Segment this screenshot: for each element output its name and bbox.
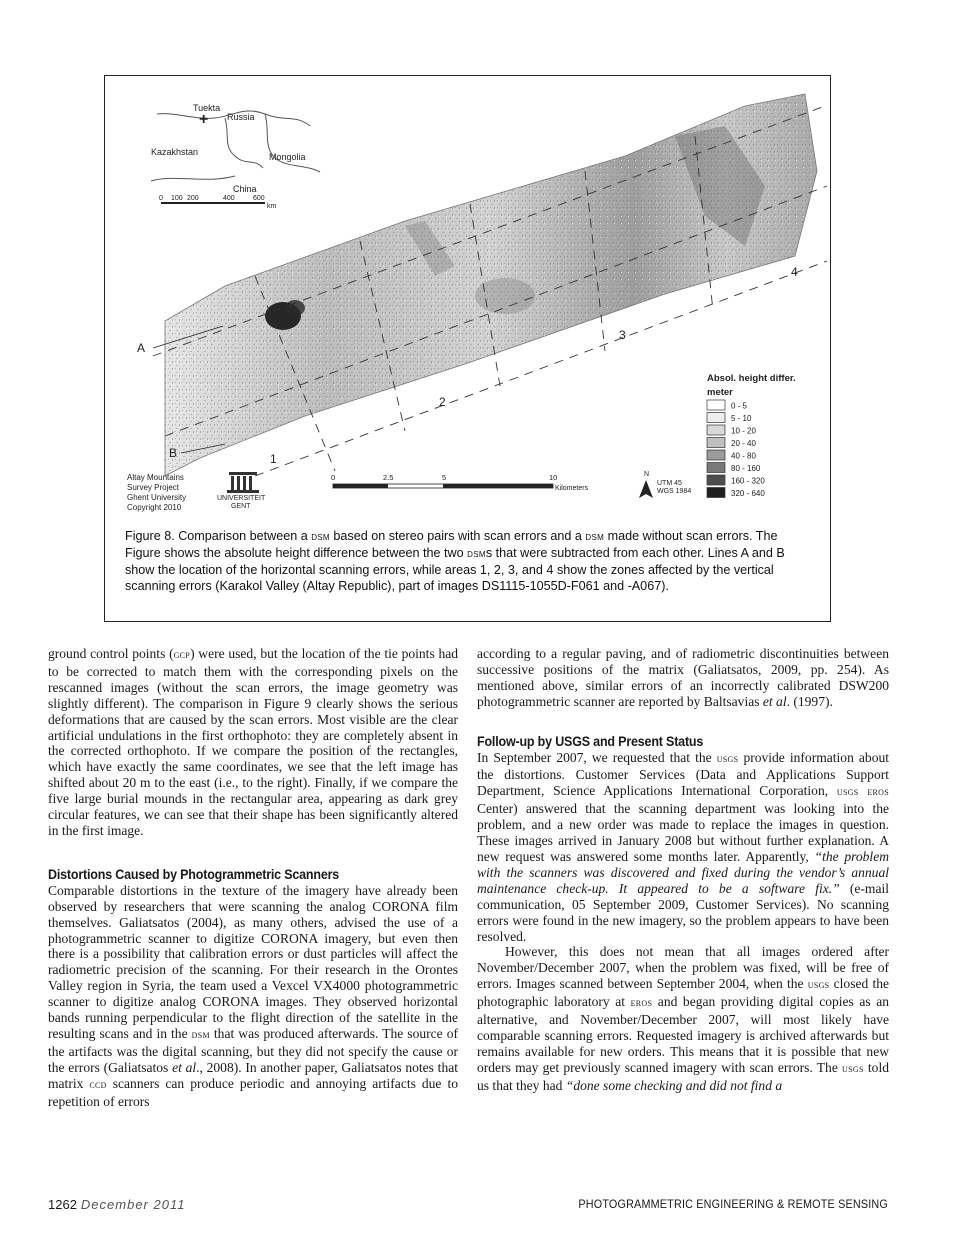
valley-shade	[475, 278, 535, 314]
tuekta-label: Tuekta	[193, 103, 221, 113]
issue-date: December 2011	[80, 1197, 186, 1212]
russia-label: Russia	[227, 112, 255, 122]
scalebar	[331, 473, 589, 492]
dsm-difference-map	[105, 76, 830, 521]
legend-swatch	[707, 400, 725, 410]
border-line	[225, 118, 263, 168]
scale-unit: Kilometers	[555, 485, 589, 492]
right-column	[477, 646, 889, 1094]
university-city: GENT	[231, 503, 251, 510]
legend-label: 320 - 640	[731, 489, 765, 498]
legend	[707, 373, 796, 498]
credit-line: Survey Project	[127, 483, 180, 492]
legend-label: 10 - 20	[731, 426, 756, 436]
figure-caption: Figure 8. Comparison between a dsm based on stereo pairs with scan errors and a dsm made without scan errors. The Figure shows the absolute height difference between the two dsms that were subtracted from each other. Lines A and B show the location of the horizontal scanning errors, while areas 1, 2, 3, and 4 show the zones affected by the vertical scanning errors (Karakol Valley (Altay Republic), part of images DS1115-1055D-F061 and -A067).	[125, 529, 785, 593]
legend-swatch	[707, 425, 725, 435]
left-column	[48, 646, 458, 1109]
journal-name: PHOTOGRAMMETRIC ENGINEERING & REMOTE SENSING	[578, 1197, 888, 1211]
border-line	[151, 176, 235, 181]
inset-scale-unit: km	[267, 203, 277, 210]
label-zone-4: 4	[791, 265, 798, 279]
inset-scale-tick: 400	[223, 195, 235, 202]
label-zone-2: 2	[439, 395, 446, 409]
dark-error-patch	[285, 300, 305, 316]
paragraph: In September 2007, we requested that the usgs provide information about the distortions. Customer Services (Data and Applications Support Department, Science Applications International Corporation, usgs eros Center) answered that the scanning department was looking into the problem, and a new order was made to replace the images in question. These images arrived in January 2008 but without further explanation. A new request was answered some months later. Apparently, “the problem with the scanners was discovered and fixed during the vendor’s annual maintenance check-up. It appeared to be a software fix.” (e-mail communication, 05 September 2009, Customer Services). No scanning errors were found in the new imagery, so the problem appears to have been resolved.	[477, 749, 890, 944]
projection-line: WGS 1984	[657, 488, 692, 495]
label-zone-3: 3	[619, 328, 626, 342]
inset-scale-tick: 100	[171, 195, 183, 202]
legend-label: 80 - 160	[731, 464, 761, 473]
legend-swatch	[707, 488, 725, 498]
credit-line: Altay Mountains	[127, 473, 184, 482]
paragraph: according to a regular paving, and of radiometric discontinuities between successive positions of the matrix (Galiatsatos, 2009, pp. 254). As mentioned above, similar errors of an incorrectly calibrated DSW200 photogrammetric scanner are reported by Baltsavias et al. (1997).	[477, 646, 889, 709]
section-heading: Distortions Caused by Photogrammetric Scanners	[48, 866, 340, 882]
figure-8	[104, 75, 831, 622]
kazakhstan-label: Kazakhstan	[151, 147, 199, 157]
china-label: China	[233, 184, 257, 194]
label-zone-1: 1	[270, 452, 277, 466]
legend-label: 5 - 10	[731, 414, 752, 423]
inset-locator-map	[151, 103, 320, 210]
page-footer-left	[48, 1197, 185, 1212]
projection-line: UTM 45	[657, 480, 682, 487]
legend-label: 160 - 320	[731, 476, 765, 486]
paragraph: However, this does not mean that all images ordered after November/December 2007, when the problem was fixed, will be free of errors. Images scanned between September 2004, when the usgs closed the photographic laboratory at eros and began providing digital copies as an alternative, and November/December 2007, will most likely have comparable scanning errors. Requested imagery is archived afterwards but remains available for new orders. This means that it is possible that new orders may get previously scanned imagery with scan errors. The usgs told us that they had “done some checking and did not find a	[477, 944, 889, 1093]
border-line	[265, 114, 320, 172]
legend-unit: meter	[707, 387, 733, 398]
legend-label: 20 - 40	[731, 439, 756, 448]
scale-tick: 0	[331, 473, 336, 482]
label-a: A	[137, 341, 146, 355]
scale-tick: 5	[442, 473, 447, 482]
scale-tick: 10	[549, 473, 558, 482]
section-heading: Follow-up by USGS and Present Status	[477, 733, 704, 749]
legend-label: 40 - 80	[731, 451, 756, 461]
page-number: 1262	[48, 1197, 77, 1212]
legend-swatch	[707, 475, 725, 485]
credit-line: Ghent University	[127, 493, 187, 502]
credit-line: Copyright 2010	[127, 503, 182, 512]
north-label: N	[644, 471, 650, 478]
legend-swatch	[707, 438, 725, 448]
credits	[127, 472, 266, 512]
university-logo	[227, 472, 259, 493]
paragraph: Comparable distortions in the texture of the imagery have already been observed by researchers that were scanning the analog CORONA film themselves. Galiatsatos (2004), as many others, advised the use of a photogrammetric scanner to digitize CORONA imagery, but even then there is a possibility that calibration errors or dust particles will affect the radiometric precision of the scanning. For their research in the Orontes Valley region in Syria, the team used a Vexcel VX4000 photogrammetric scanner to digitize analog CORONA images. They observed horizontal bands running perpendicular to the flight direction of the satellite in the resulting scans and in the dsm that was produced afterwards. The source of the artifacts was the digital scanning, but they did not specify the cause or the errors (Galiatsatos et al., 2008). In another paper, Galiatsatos notes that matrix ccd scanners can produce periodic and annoying artifacts due to repetition of errors	[48, 882, 458, 1109]
legend-swatch	[707, 450, 725, 460]
mongolia-label: Mongolia	[269, 152, 306, 162]
label-b: B	[169, 446, 178, 460]
legend-title: Absol. height differ.	[707, 373, 796, 384]
tuekta-marker: +	[199, 111, 209, 128]
scale-tick: 2.5	[383, 473, 394, 482]
north-arrow	[639, 471, 653, 498]
university-name: UNIVERSITEIT	[217, 495, 266, 502]
inset-scale-tick: 0	[159, 195, 163, 202]
legend-label: 0 - 5	[731, 401, 748, 411]
inset-scale-tick: 600	[253, 195, 265, 202]
paragraph: ground control points (gcp) were used, but the location of the tie points had to be corrected to match them with the corresponding pixels on the rescanned images (without the scan errors, the image geometry was slightly different). The comparison in Figure 9 clearly shows the serious deformations that are caused by the scan errors. Most visible are the clear artificial undulations in the first orthophoto: they are completely absent in the corrected orthophoto. If we compare the position of the rectangles, which have exactly the same coordinates, we see that the left image has shifted about 20 m to the east (i.e., to the right). Finally, if we compare the five large burial mounds in the rectangular area, appearing as dark grey circular features, we can see that their shape has been significantly altered in the first image.	[48, 646, 459, 838]
inset-scale-tick: 200	[187, 195, 199, 202]
dsm-strip	[153, 94, 827, 476]
legend-swatch	[707, 413, 725, 423]
legend-swatch	[707, 463, 725, 473]
